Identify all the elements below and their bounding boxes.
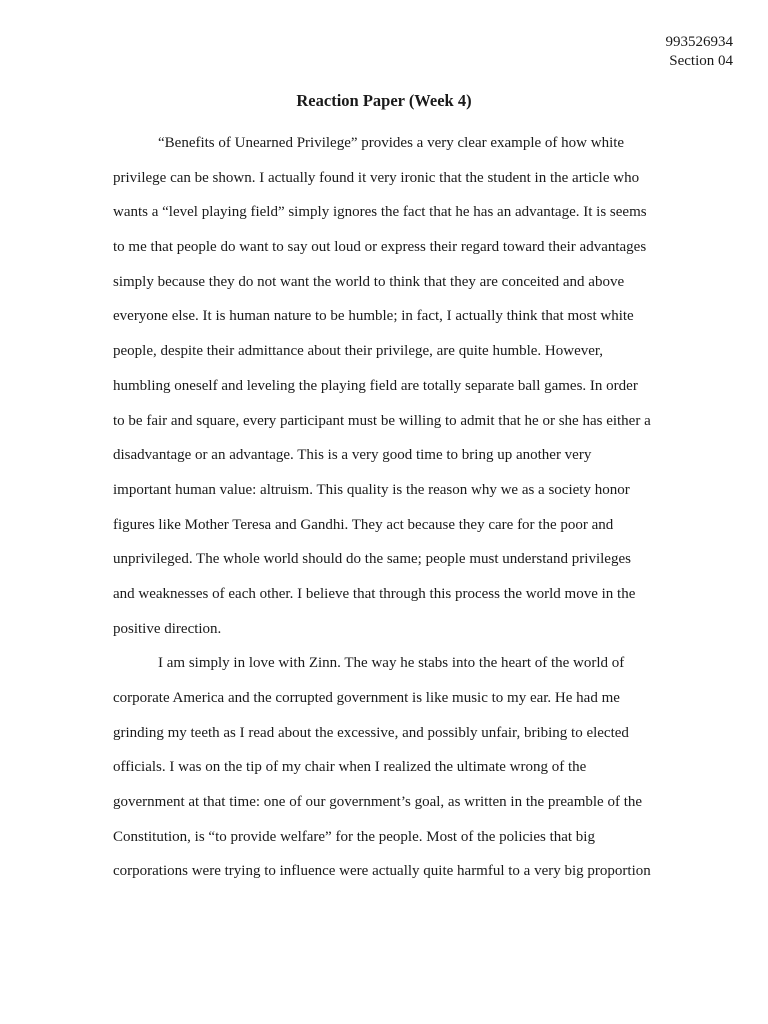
paragraph-2: [113, 646, 661, 889]
paragraph-line: to be fair and square, every participant must be willing to admit that he or she has either a: [113, 412, 651, 429]
paragraph-line: officials. I was on the tip of my chair when I realized the ultimate wrong of the: [113, 759, 587, 776]
paragraph-1: [113, 126, 661, 646]
paragraph-line: government at that time: one of our government’s goal, as written in the preamble of the: [113, 794, 643, 811]
paragraph-line: positive direction.: [113, 620, 222, 637]
document-body: [113, 126, 661, 889]
paragraph-line: corporations were trying to influence were actually quite harmful to a very big proportion: [113, 863, 651, 880]
paragraph-line: I am simply in love with Zinn. The way he stabs into the heart of the world of: [158, 655, 625, 672]
paragraph-line: important human value: altruism. This quality is the reason why we as a society honor: [113, 481, 630, 498]
paragraph-line: wants a “level playing field” simply ignores the fact that he has an advantage. It is seems: [113, 204, 647, 221]
section-label: Section 04: [669, 53, 733, 69]
paragraph-line: Constitution, is “to provide welfare” for the people. Most of the policies that big: [113, 828, 595, 845]
document-title: Reaction Paper (Week 4): [296, 91, 472, 110]
paragraph-line: humbling oneself and leveling the playing field are totally separate ball games. In order: [113, 377, 638, 394]
paragraph-line: unprivileged. The whole world should do the same; people must understand privileges: [113, 551, 631, 568]
paragraph-line: and weaknesses of each other. I believe that through this process the world move in the: [113, 585, 636, 602]
paragraph-line: disadvantage or an advantage. This is a very good time to bring up another very: [113, 447, 592, 464]
student-id: 993526934: [665, 34, 733, 50]
header-block: [666, 33, 734, 71]
paragraph-line: grinding my teeth as I read about the excessive, and possibly unfair, bribing to elected: [113, 724, 629, 741]
paragraph-line: privilege can be shown. I actually found it very ironic that the student in the article who: [113, 169, 640, 186]
paragraph-line: simply because they do not want the world to think that they are conceited and above: [113, 273, 625, 290]
paragraph-line: figures like Mother Teresa and Gandhi. They act because they care for the poor and: [113, 516, 614, 533]
paragraph-line: people, despite their admittance about their privilege, are quite humble. However,: [113, 343, 604, 360]
paragraph-line: everyone else. It is human nature to be humble; in fact, I actually think that most white: [113, 308, 634, 325]
paragraph-line: “Benefits of Unearned Privilege” provides a very clear example of how white: [158, 135, 625, 151]
paragraph-line: corporate America and the corrupted government is like music to my ear. He had me: [113, 690, 620, 706]
paragraph-line: to me that people do want to say out loud or express their regard toward their advantages: [113, 239, 647, 256]
